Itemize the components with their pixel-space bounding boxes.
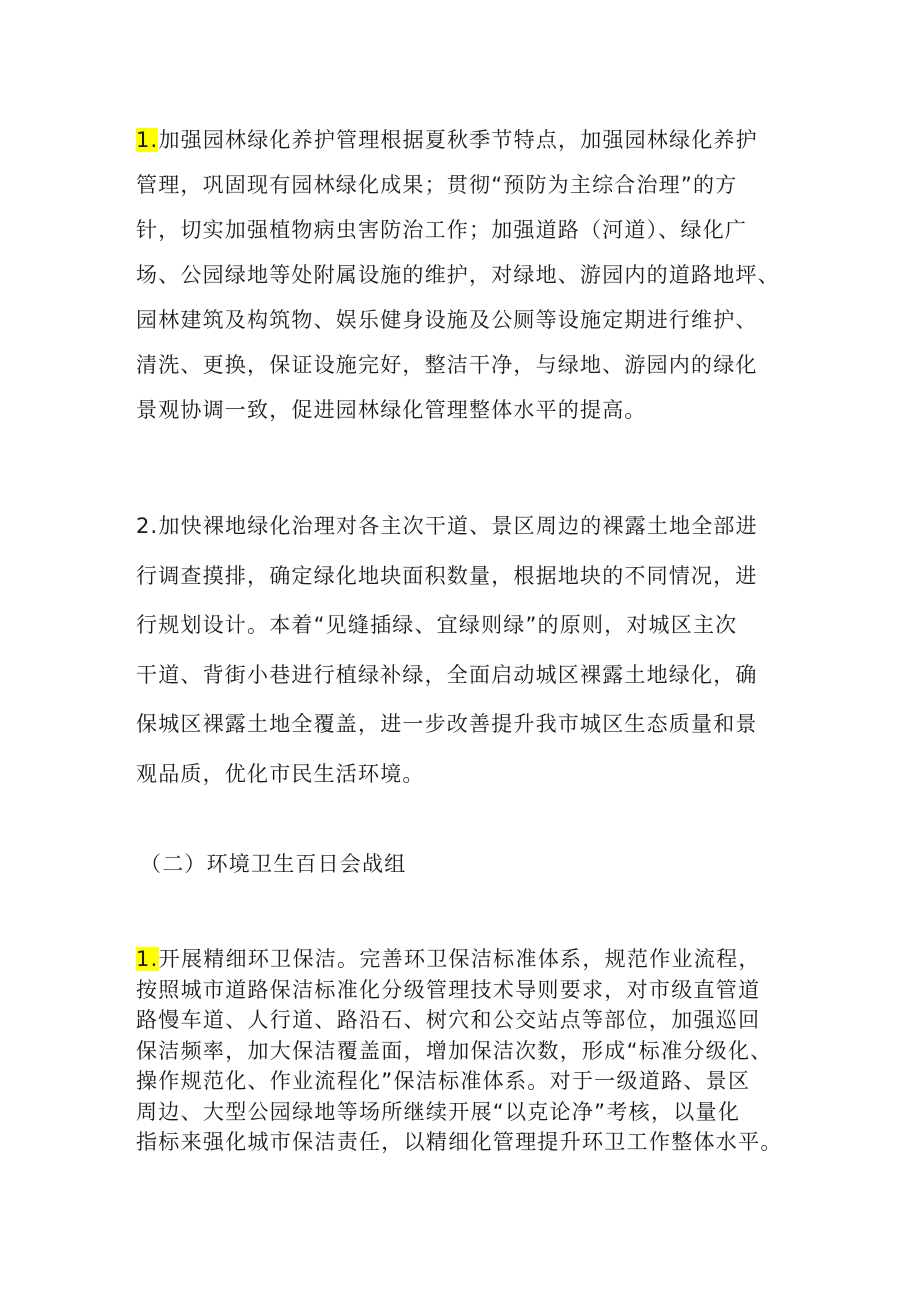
item-number: 2. (136, 514, 159, 538)
paragraph-line: 观品质，优化市民生活环境。 (136, 761, 425, 786)
paragraph-line: 指标来强化城市保洁责任，以精细化管理提升环卫工作整体水平。 (136, 1130, 783, 1154)
paragraph-garden-maintenance (136, 118, 816, 433)
paragraph-line: 1.开展精细环卫保洁。完善环卫保洁标准体系，规范作业流程， (136, 947, 761, 971)
section-heading: （二）环境卫生百日会战组 (140, 852, 407, 876)
paragraph-line: 操作规范化、作业流程化”保洁标准体系。对于一级道路、景区 (136, 1069, 751, 1093)
paragraph-line: 周边、大型公园绿地等场所继续开展“以克论净”考核，以量化 (136, 1099, 741, 1124)
paragraph-line: 管理，巩固现有园林绿化成果；贯彻“预防为主综合治理”的方 (136, 173, 738, 197)
item-number-highlight: 1. (136, 947, 159, 971)
item-number-highlight: 1. (136, 128, 159, 152)
paragraph-line: 场、公园绿地等处附属设施的维护，对绿地、游园内的道路地坪、 (136, 263, 780, 287)
paragraph-line: 针，切实加强植物病虫害防治工作；加强道路（河道）、绿化广 (136, 218, 748, 242)
paragraph-line: 路慢车道、人行道、路沿石、树穴和公交站点等部位，加强巡回 (136, 1008, 761, 1032)
paragraph-line: 1.加强园林绿化养护管理根据夏秋季节特点，加强园林绿化养护 (136, 128, 758, 152)
paragraph-line: 干道、背街小巷进行植绿补绿，全面启动城区裸露土地绿化，确 (136, 662, 758, 687)
paragraph-line: 行规划设计。本着“见缝插绿、宜绿则绿”的原则，对城区主次 (136, 613, 738, 637)
paragraph-line: 清洗、更换，保证设施完好，整洁干净，与绿地、游园内的绿化 (136, 353, 758, 377)
paragraph-bare-land-greening (136, 502, 816, 799)
paragraph-line: 景观协调一致，促进园林绿化管理整体水平的提高。 (136, 398, 647, 422)
paragraph-line: 2.加快裸地绿化治理对各主次干道、景区周边的裸露土地全部进 (136, 514, 758, 538)
paragraph-line: 按照城市道路保洁标准化分级管理技术导则要求，对市级直管道 (136, 977, 761, 1002)
paragraph-line: 行调查摸排，确定绿化地块面积数量，根据地块的不同情况，进 (136, 563, 758, 588)
paragraph-line: 园林建筑及构筑物、娱乐健身设施及公厕等设施定期进行维护、 (136, 308, 758, 332)
paragraph-line: 保洁频率，加大保洁覆盖面，增加保洁次数，形成“标准分级化、 (136, 1038, 773, 1063)
paragraph-line: 保城区裸露土地全覆盖，进一步改善提升我市城区生态质量和景 (136, 712, 758, 736)
paragraph-sanitation-cleaning (136, 944, 816, 1158)
